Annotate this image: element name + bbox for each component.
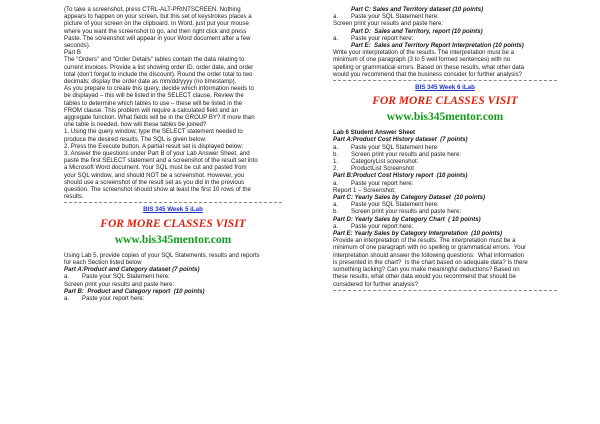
text-line: The "Orders" and "Order Details" tables contain the data relating to: [64, 56, 245, 64]
divider: [333, 80, 557, 81]
text-line: appears to happen on your screen, but this set of keystrokes places a: [64, 13, 252, 21]
text-line: something lacking? Can you make meaningful deductions? Based on: [333, 266, 520, 274]
section-title: Part A:Product Cost History dataset (7 points): [333, 136, 468, 144]
text-line: for each Section listed below: [64, 258, 142, 266]
section-title: Part D: Yearly Sales by Category Chart ( 10 points): [333, 215, 481, 223]
list-item: [333, 223, 557, 230]
list-item-text: Paste your SQL Statement here: [351, 143, 438, 151]
list-marker: 2.: [333, 165, 339, 173]
text-line: interpretation should answer the following questions: What information: [333, 251, 525, 259]
week6-lab-link[interactable]: BIS 345 Week 6 iLab: [415, 84, 475, 92]
list-item-text: ProductList Screenshot: [351, 165, 415, 173]
text-line: your SQL window, and should NOT be a screenshot. However, you: [64, 171, 245, 179]
right-column: [333, 6, 557, 294]
list-item: [333, 13, 557, 20]
list-marker: a.: [333, 34, 339, 42]
section-title: Part C: Yearly Sales by Category Dataset (10 points): [333, 194, 486, 202]
text-line: Provide an interpretation of the results. The interpretation must be a: [333, 237, 516, 245]
text-line: Write your interpretation of the results. The interpretation must be a: [333, 49, 514, 57]
text-line: picture of your screen on the clipboard. In Word, just put your mouse: [64, 20, 249, 28]
text-line: spelling or grammatical errors. Based on these results, what other data: [333, 63, 525, 71]
list-marker: a.: [64, 294, 70, 302]
list-marker: a.: [333, 222, 339, 230]
text-line: (To take a screenshot, press CTRL-ALT-PRINTSCREEN. Nothing: [64, 6, 241, 13]
list-item-text: Paste your SQL Statement here:: [351, 201, 439, 209]
text-line: decimals; display the order date as mm/dd/yyyy (no timestamp).: [64, 78, 237, 86]
text-line: FROM clause. This problem will require a calculated field and an: [64, 106, 238, 114]
list-item: [333, 201, 557, 208]
list-item-text: Screen print your results and paste here:: [351, 150, 462, 158]
text-line: Screen print your results and paste here:: [333, 20, 444, 28]
divider: [333, 290, 557, 291]
list-item: [333, 165, 557, 172]
list-marker: a.: [333, 143, 339, 151]
text-line: is presented in the chart? Is the chart based on adequate data? Is there: [333, 258, 528, 266]
text-line: Using Lab 5, provide copies of your SQL Statements, results and reports: [64, 251, 260, 259]
text-line: considered for further analysis?: [333, 280, 419, 288]
text-line: produce the desired results. The SQL is given below:: [64, 135, 207, 143]
section-title: Part B: Product and Category report (10 points): [64, 287, 205, 295]
text-line: one table is needed, how will these tables be joined?: [64, 121, 207, 129]
text-line: Screen print your results and paste here:: [64, 280, 175, 288]
list-item-text: Paste your report here:: [351, 179, 414, 187]
list-item: [333, 144, 557, 151]
part-b-heading: Part B: [64, 49, 81, 57]
list-item: [333, 158, 557, 165]
left-column: [64, 6, 282, 302]
list-item-text: Paste your SQL Statement here:: [351, 13, 439, 21]
list-item-text: Paste your report here:: [82, 294, 145, 302]
text-line: Report 1 – Screenshot:: [333, 186, 396, 194]
text-line: As you prepare to create this query, decide which information needs to: [64, 85, 254, 93]
text-line: current invoices. Provide a list showing order ID, order date, and order: [64, 63, 254, 71]
text-line: should use a screenshot of the result set as you did in the previous: [64, 178, 245, 186]
section-title: Part E: Yearly Sales by Category Interpretation (10 points): [333, 230, 502, 238]
list-marker: b.: [333, 208, 339, 216]
text-line: these results, what other data would you recommend that should be: [333, 273, 516, 281]
text-line: a Microsoft Word document. Your SQL must be cut and pasted from: [64, 164, 247, 172]
text-line: total (don't forget to include the discount). Round the order total to two: [64, 70, 253, 78]
promo-visit-text: FOR MORE CLASSES VISIT: [100, 217, 246, 230]
list-item: [333, 208, 557, 215]
text-line: question. The screenshot should show at least the first 10 rows of the: [64, 186, 251, 194]
section-title: Part D: Sales and Territory, report (10 points): [351, 27, 483, 35]
section-title: Part C: Sales and Territory dataset (10 points): [351, 6, 484, 13]
text-line: Paste. The screenshot will appear in your Word document after a few: [64, 34, 251, 42]
text-line: minimum of one paragraph (3 to 5 well formed sentences) with no: [333, 56, 511, 64]
promo-visit-text: FOR MORE CLASSES VISIT: [372, 95, 518, 108]
text-line: where you want the screenshot to go, and then right click and press: [64, 27, 247, 35]
promo-url-link[interactable]: www.bis345mentor.com: [114, 233, 232, 246]
text-line: would you recommend that the business consider for further analysis?: [333, 70, 523, 78]
text-line: paste the first SELECT statement and a screenshot of the result set into: [64, 157, 258, 165]
list-item: [333, 151, 557, 158]
list-marker: b.: [333, 150, 339, 158]
text-line: minimum of one paragraph with no spelling or grammatical errors. Your: [333, 244, 527, 252]
list-marker: a.: [333, 179, 339, 187]
text-line: tables to determine which tables to use – these will be listed in the: [64, 99, 243, 107]
list-item: [64, 273, 282, 280]
list-item: [64, 295, 282, 302]
list-item-text: Paste your SQL Statement here:: [82, 273, 170, 281]
list-marker: a.: [333, 201, 339, 209]
list-marker: a.: [333, 13, 339, 21]
text-line: aggregate function. What fields will be in the GROUP BY? If more than: [64, 114, 255, 122]
text-line: results.: [64, 193, 84, 201]
list-item: [333, 35, 557, 42]
lab6-title: Lab 6 Student Answer Sheet: [333, 129, 416, 137]
list-item-text: Screen print your results and paste here:: [351, 208, 462, 216]
section-title: Part E: Sales and Territory Report Interpretation (10 points): [351, 42, 524, 50]
list-marker: a.: [64, 273, 70, 281]
section-title: Part A:Product and Category dataset (7 points): [64, 266, 200, 274]
text-line: 2. Press the Execute button. A partial result set is displayed below:: [64, 142, 244, 150]
divider: [64, 202, 282, 203]
list-item-text: Paste your report here:: [351, 34, 414, 42]
intro-paragraph: [64, 6, 282, 49]
section-title: Part B:Product Cost History report (10 points): [333, 172, 468, 180]
text-line: 1. Using the query window, type the SELECT statement needed to: [64, 128, 243, 136]
list-item-text: CategoryList screenshot:: [351, 158, 419, 166]
list-item: [333, 180, 557, 187]
promo-url-link[interactable]: www.bis345mentor.com: [386, 111, 504, 124]
list-item-text: Paste your report here:: [351, 222, 414, 230]
part-b-body: [64, 56, 282, 200]
text-line: be displayed – this will be listed in the SELECT clause. Review the: [64, 92, 244, 100]
list-marker: 1.: [333, 158, 339, 166]
text-line: seconds).: [64, 42, 91, 50]
text-line: 3. Answer the questions under Part B of your Lab Answer Sheet, and: [64, 150, 250, 158]
week5-lab-link[interactable]: BIS 345 Week 5 iLab: [143, 206, 203, 214]
